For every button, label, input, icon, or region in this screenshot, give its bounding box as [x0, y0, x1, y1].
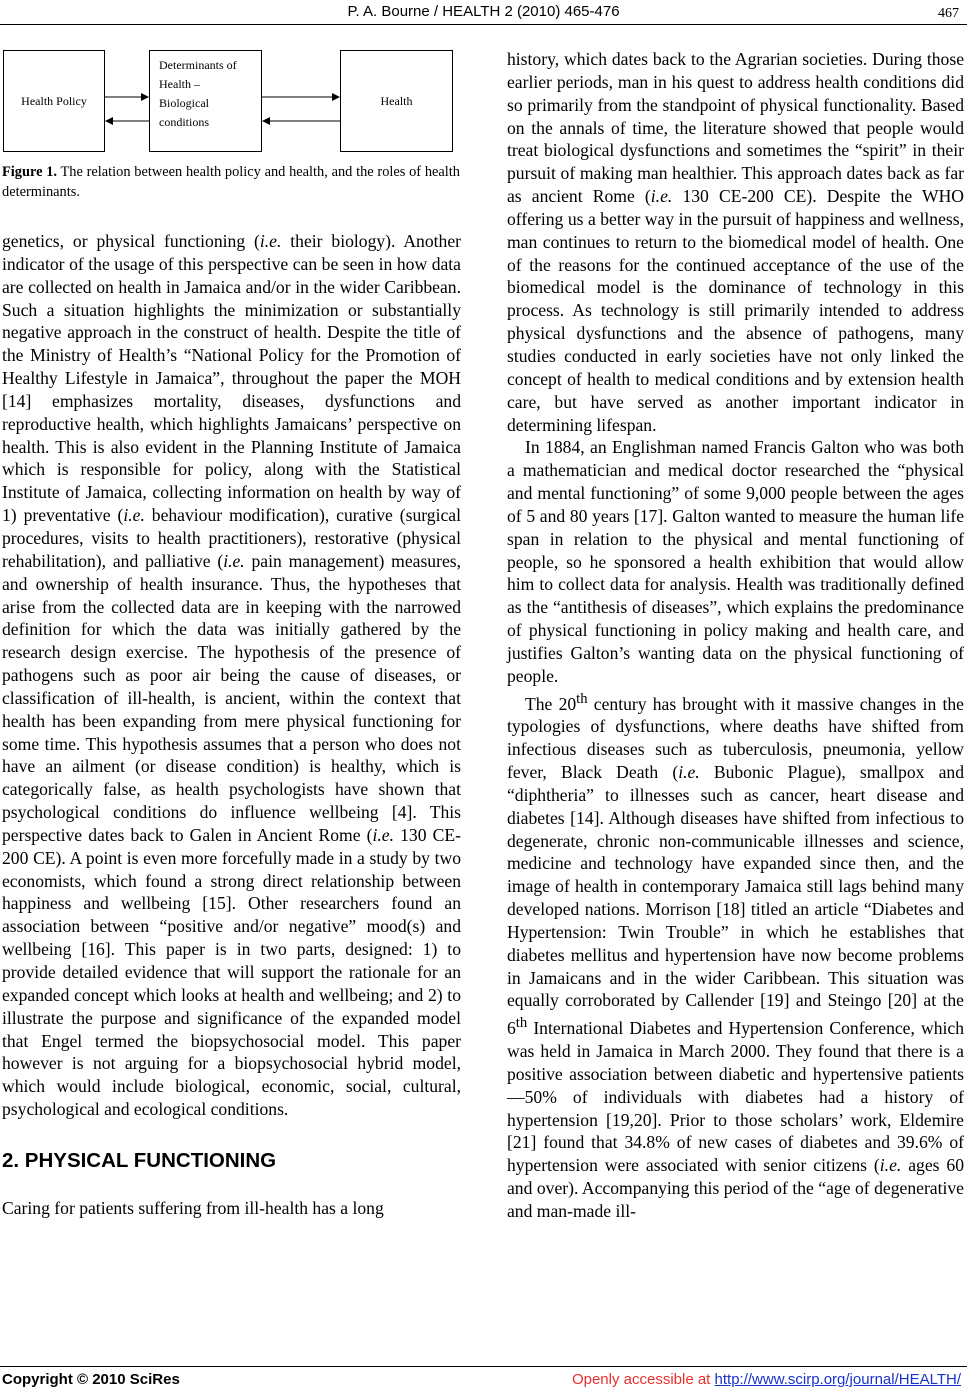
left-paragraph-1: genetics, or physical functioning (i.e. their biology). Another indicator of the usage of this perspective can be seen in how data are collected on health in Jamaica and/or in the wider Caribbean. Such a situation highlights the minimization or substantially negative approach in the construct of health. Despite the title of the Ministry of Health’s “National Policy for the Promotion of Healthy Lifestyle in Jamaica”, throughout the paper the MOH [14] emphasizes mortality, diseases, dysfunctions and reproductive health, which highlights Jamaicans’ perspective on health. This is also evident in the Planning Institute of Jamaica which is responsible for policy, along with the Statistical Institute of Jamaica, collecting information on health by way of 1) preventative (i.e. behaviour modification), curative (surgical procedures, visits to health practitioners), restorative (physical rehabilitation), and palliative (i.e. pain management) measures, and ownership of health insurance. Thus, the hypotheses that arise from the collected data are in keeping with the narrowed definition for which the data was initially gathered by the research design exercise. The hypothesis of the presence of pathogens such as poor air being the cause of diseases, or classification of ill-health, is ancient, within the context that health has been expanding from mere physical functioning for some time. This hypothesis assumes that a person who does not have an ailment (or disease condition) is healthy, which is categorically false, as health psychologists have shown that psychological conditions do influence wellbeing [4]. This perspective dates back to Galen in Ancient Rome (i.e. 130 CE-200 CE). A point is even more forcefully made in a study by two economists, which found a strong direct relationship between happiness and wellbeing [15]. Other researchers found an association between “positive and/or negative” mood(s) and wellbeing [16]. This paper is in two parts, designed: 1) to provide detailed evidence that will support the rationale for an expanded concept which looks at health and wellbeing; and 2) to illustrate the purpose and significance of the expanded model that Engel termed the biopsychosocial model. This paper however is not arguing for a biopsychosocial hybrid model, which would include biological, economic, social, cultural, psychological and ecological conditions.: [2, 231, 462, 1120]
determinants-line-3: Biological: [159, 96, 209, 110]
access-note: Openly accessible at http://www.scirp.org/journal/HEALTH/: [571, 1371, 961, 1388]
running-title: P. A. Bourne / HEALTH 2 (2010) 465-476: [347, 3, 620, 20]
right-column: [507, 48, 964, 1223]
left-paragraph-2: Caring for patients suffering from ill-health has a long: [2, 1197, 384, 1218]
copyright: Copyright © 2010 SciRes: [2, 1371, 180, 1388]
right-paragraph-3: The 20th century has brought with it massive changes in the typologies of dysfunctions, where deaths have shifted from infectious diseases such as tuberculosis, pneumonia, yellow fever, Black Death (i.e. Bubonic Plague), smallpox and “diphtheria” to illnesses such as cancer, heart disease and diabetes [14]. Although diseases have shifted from infectious to degenerate, chronic non-communicable illnesses and science, medicine and technology have expanded since then, and the image of health in contemporary Jamaica still lags behind many developed nations. Morrison [18] titled an article “Diabetes and Hypertension: Twin Trouble” in which he establishes that diabetes mellitus and hypertension have now become problems in Jamaicans and in the wider Caribbean. This situation was equally corroborated by Callender [19] and Steingo [20] at the 6th International Diabetes and Hypertension Conference, which was held in Jamaica in March 2000. They found that there is a positive association between diabetic and hypertensive patients—50% of individuals with diabetes had a history of hypertension [19,20]. Prior to those scholars’ work, Eldemire [21] found that 34.8% of new cases of diabetes and 39.6% of hypertension were associated with senior citizens (i.e. ages 60 and over). Accompanying this period of the “age of degenerative and man-made ill-: [507, 690, 965, 1221]
determinants-line-1: Determinants of: [159, 58, 237, 72]
determinants-line-2: Health –: [159, 77, 200, 91]
caption-label: Figure 1.: [2, 164, 58, 180]
determinants-line-4: conditions: [159, 115, 209, 129]
left-column: [2, 230, 461, 1220]
health-policy-label: Health Policy: [21, 93, 87, 108]
right-paragraph-1: history, which dates back to the Agrarian societies. During those earlier periods, man in his quest to address health conditions did so primarily from the standpoint of physical functionality. Based on the annals of time, the literature showed that people would treat biological dysfunctions and sometimes the “spirit” in their pursuit of making man healthier. This approach dates back as far as ancient Rome (i.e. 130 CE-200 CE). Despite the WHO offering us a better way in the pursuit of happiness and wellness, man continues to return to the biomedical model of health. One of the reasons for the continued acceptance of the use of the biomedical model is the dominance of technology in this process. As technology is still primarily intended to address physical dysfunctions and the absence of pathogens, many studies conducted in early societies have not only linked the concept of health to medical conditions and by extension health care, but have served as another important indicator in determining lifespan.: [507, 49, 964, 435]
section-heading: 2. PHYSICAL FUNCTIONING: [2, 1148, 277, 1172]
page-number: 467: [938, 6, 959, 21]
footer-rule: [0, 1366, 967, 1367]
health-label: Health: [380, 93, 413, 108]
journal-link[interactable]: http://www.scirp.org/journal/HEALTH/: [714, 1371, 961, 1388]
caption-text: The relation between health policy and health, and the roles of health determinants.: [2, 164, 460, 200]
figure-caption: [2, 162, 460, 202]
right-paragraph-2: In 1884, an Englishman named Francis Galton who was both a mathematician and medical doctor researched the “physical and mental functioning” of some 9,000 people between the ages of 5 and 80 years [17]. Galton wanted to measure the human life span in relation to the physical and mental functioning of people, so he sponsored a health exhibition that would allow him to collect data for analysis. Health was traditionally defined as the “antithesis of diseases”, which explains the predominance of physical functioning in policy making and health care, and justifies Galton’s wanting data on the physical functioning of people.: [507, 437, 964, 686]
